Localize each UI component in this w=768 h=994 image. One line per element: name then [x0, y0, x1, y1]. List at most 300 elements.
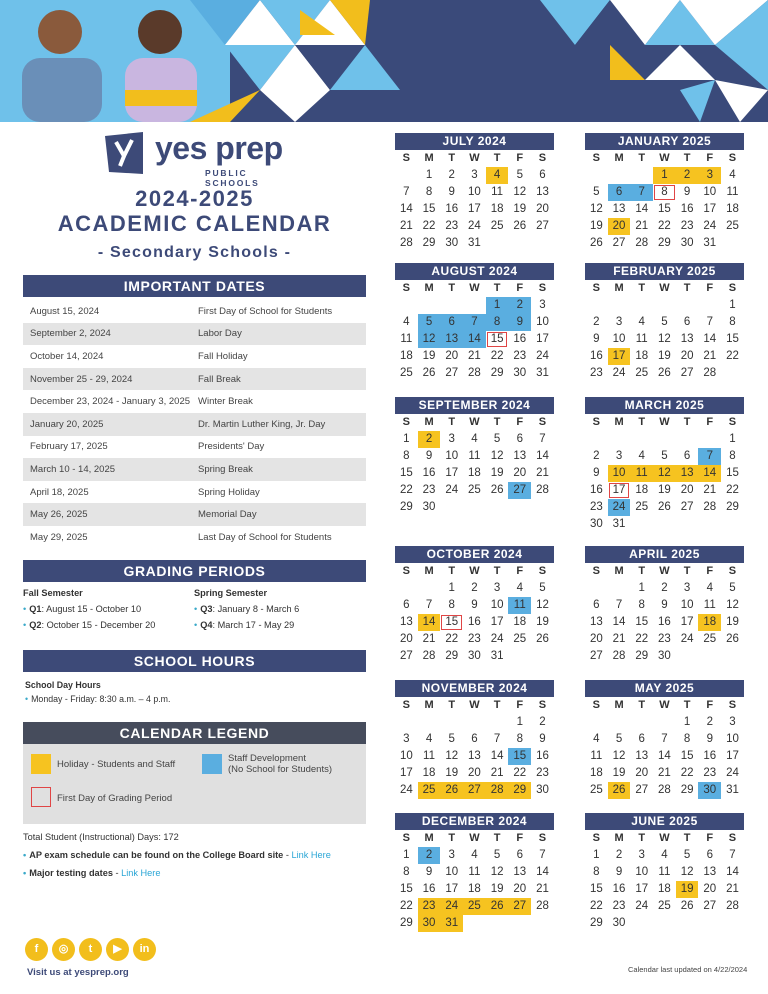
day-cell: 19	[490, 467, 504, 479]
title-main: ACADEMIC CALENDAR	[57, 211, 332, 236]
day-cell: 18	[698, 614, 721, 631]
day-cell: 24	[612, 367, 626, 379]
weekday-header: S	[592, 699, 601, 711]
day-cell: 2	[615, 849, 623, 861]
day-cell: 28	[726, 900, 739, 912]
day-cell: 3	[448, 849, 455, 861]
empty-cell	[463, 297, 486, 314]
day-cell: 4	[486, 167, 509, 184]
weekday-header: T	[638, 282, 646, 294]
day-cell: 9	[706, 733, 713, 745]
day-cell: 25	[658, 900, 671, 912]
linkedin-icon[interactable]: in	[133, 938, 156, 961]
empty-cell	[676, 431, 699, 448]
weekday-header: W	[469, 416, 480, 428]
weekday-header: S	[592, 832, 601, 844]
month-days-grid	[585, 563, 744, 665]
day-cell: 2	[593, 316, 600, 328]
day-cell: 2	[676, 167, 699, 184]
day-cell: 21	[658, 767, 671, 779]
day-cell: 2	[706, 716, 713, 728]
weekday-header: W	[659, 832, 670, 844]
day-cell: 28	[536, 484, 549, 496]
weekday-header: F	[706, 416, 714, 428]
weekday-header: T	[448, 282, 456, 294]
weekday-header: M	[424, 282, 434, 294]
day-cell: 27	[635, 784, 649, 796]
day-cell: 1	[729, 433, 736, 445]
weekday-header: F	[516, 416, 524, 428]
day-cell: 28	[422, 650, 436, 662]
day-cell: 11	[491, 186, 504, 198]
day-cell: 6	[539, 169, 546, 181]
day-cell: 30	[680, 237, 694, 249]
weekday-header: M	[424, 832, 434, 844]
logo-text: yes prep	[155, 130, 283, 166]
day-cell: 15	[589, 883, 603, 895]
day-cell: 15	[440, 614, 463, 631]
day-cell: 12	[612, 750, 626, 762]
day-cell: 1	[403, 849, 410, 861]
day-cell: 16	[680, 203, 694, 215]
weekday-header: T	[638, 565, 646, 577]
day-cell: 19	[658, 350, 671, 362]
day-cell: 24	[635, 900, 649, 912]
month-january-2025	[585, 133, 744, 252]
date-row	[23, 300, 366, 323]
day-cell: 15	[422, 203, 436, 215]
day-cell: 12	[418, 331, 441, 348]
day-cell: 27	[680, 367, 694, 379]
ap-link[interactable]: Link Here	[291, 850, 331, 860]
day-cell: 13	[612, 203, 626, 215]
month-title: FEBRUARY 2025	[585, 263, 744, 280]
day-cell: 28	[536, 900, 549, 912]
day-cell: 31	[490, 650, 504, 662]
day-cell: 20	[703, 883, 717, 895]
day-cell: 12	[658, 333, 671, 345]
day-cell: 3	[471, 169, 478, 181]
day-cell: 24	[680, 633, 694, 645]
day-cell: 18	[490, 203, 504, 215]
weekday-header: T	[683, 152, 691, 164]
q1-label: Q1	[29, 604, 42, 614]
day-cell: 8	[448, 599, 455, 611]
day-cell: 21	[635, 220, 649, 232]
fall-semester	[23, 588, 155, 636]
day-cell: 9	[539, 733, 546, 745]
day-cell: 24	[440, 898, 463, 915]
weekday-header: W	[659, 416, 670, 428]
day-cell: 17	[635, 883, 649, 895]
month-title: OCTOBER 2024	[395, 546, 554, 563]
month-july-2024	[395, 133, 554, 252]
q2-text: : October 15 - December 20	[41, 620, 156, 630]
month-days-grid	[585, 150, 744, 252]
empty-cell	[698, 431, 721, 448]
day-cell: 20	[468, 767, 481, 779]
holiday-swatch	[31, 754, 51, 774]
day-cell: 7	[729, 849, 736, 861]
month-march-2025	[585, 397, 744, 533]
month-days-grid	[585, 414, 744, 533]
day-cell: 26	[726, 633, 739, 645]
month-days-grid	[585, 830, 744, 932]
day-cell: 1	[729, 299, 736, 311]
day-cell: 28	[468, 367, 481, 379]
day-cell: 3	[493, 582, 501, 594]
day-cell: 22	[658, 220, 671, 232]
day-cell: 26	[589, 237, 603, 249]
day-cell: 7	[403, 186, 410, 198]
day-cell: 30	[468, 650, 481, 662]
weekday-header: T	[493, 152, 501, 164]
day-cell: 11	[400, 333, 413, 345]
day-cell: 5	[539, 582, 546, 594]
date-row	[23, 390, 366, 413]
day-cell: 5	[729, 582, 736, 594]
day-cell: 9	[615, 866, 623, 878]
day-cell: 19	[676, 881, 699, 898]
day-cell: 4	[425, 733, 433, 745]
day-cell: 15	[726, 467, 739, 479]
day-cell: 9	[508, 314, 531, 331]
q1-item: • Q1: August 15 - October 10	[23, 604, 142, 614]
month-title: AUGUST 2024	[395, 263, 554, 280]
day-cell: 26	[486, 898, 509, 915]
day-cell: 20	[635, 767, 649, 779]
day-cell: 20	[445, 350, 459, 362]
day-cell: 20	[399, 633, 413, 645]
weekday-header: W	[659, 282, 670, 294]
day-cell: 30	[418, 915, 441, 932]
weekday-header: M	[424, 565, 434, 577]
day-cell: 10	[445, 866, 459, 878]
day-cell: 21	[726, 883, 739, 895]
day-cell: 27	[508, 898, 531, 915]
day-cell: 21	[612, 633, 626, 645]
day-cell: 14	[536, 450, 549, 462]
month-title: NOVEMBER 2024	[395, 680, 554, 697]
day-cell: 7	[463, 314, 486, 331]
q3-item: • Q3: January 8 - March 6	[194, 604, 300, 614]
month-title: DECEMBER 2024	[395, 813, 554, 830]
day-cell: 28	[612, 650, 626, 662]
empty-cell	[440, 714, 463, 731]
day-cell: 29	[726, 501, 739, 513]
facebook-icon[interactable]: f	[25, 938, 48, 961]
day-cell: 19	[612, 767, 626, 779]
month-title: JULY 2024	[395, 133, 554, 150]
youtube-icon[interactable]: ▶	[106, 938, 129, 961]
day-cell: 29	[589, 917, 603, 929]
day-cell: 27	[508, 482, 531, 499]
weekday-header: S	[402, 416, 411, 428]
day-cell: 2	[508, 297, 531, 314]
day-cell: 30	[513, 367, 527, 379]
day-cell: 18	[468, 467, 481, 479]
q4-item: • Q4: March 17 - May 29	[194, 620, 295, 630]
day-cell: 29	[658, 237, 671, 249]
weekday-header: M	[614, 152, 624, 164]
day-cell: 31	[703, 237, 717, 249]
day-cell: 24	[608, 499, 631, 516]
month-title: MAY 2025	[585, 680, 744, 697]
day-cell: 22	[399, 484, 413, 496]
day-cell: 28	[399, 237, 413, 249]
day-cell: 4	[471, 849, 478, 861]
day-cell: 1	[486, 297, 509, 314]
day-cell: 17	[490, 616, 504, 628]
day-cell: 13	[513, 450, 527, 462]
day-cell: 26	[658, 367, 671, 379]
day-cell: 3	[683, 582, 691, 594]
day-cell: 20	[680, 350, 694, 362]
weekday-header: S	[728, 832, 737, 844]
date-cell: October 14, 2024	[30, 350, 104, 362]
day-cell: 31	[536, 367, 549, 379]
day-cell: 26	[440, 782, 463, 799]
day-cell: 21	[703, 484, 717, 496]
weekday-header: S	[538, 416, 547, 428]
day-cell: 12	[589, 203, 603, 215]
weekday-header: W	[469, 565, 480, 577]
weekday-header: F	[706, 832, 714, 844]
day-cell: 10	[445, 450, 459, 462]
testing-note: • Major testing dates - Link Here	[23, 868, 161, 878]
day-cell: 3	[638, 849, 645, 861]
important-dates-heading: IMPORTANT DATES	[23, 275, 366, 297]
day-cell: 6	[471, 733, 478, 745]
weekday-header: M	[614, 282, 624, 294]
day-cell: 16	[536, 750, 549, 762]
day-cell: 26	[608, 782, 631, 799]
day-cell: 27	[680, 501, 694, 513]
weekday-header: F	[516, 282, 524, 294]
date-row	[23, 436, 366, 459]
day-cell: 23	[445, 220, 459, 232]
day-cell: 25	[399, 367, 413, 379]
q2-item: • Q2: October 15 - December 20	[23, 620, 156, 630]
day-cell: 23	[422, 484, 436, 496]
day-cell: 30	[445, 237, 459, 249]
weekday-header: T	[448, 832, 456, 844]
day-cell: 7	[425, 599, 433, 611]
empty-cell	[585, 580, 608, 597]
day-cell: 27	[589, 650, 603, 662]
day-cell: 16	[703, 750, 717, 762]
day-cell: 19	[589, 220, 603, 232]
day-cell: 10	[635, 866, 649, 878]
day-cell: 24	[445, 484, 459, 496]
day-cell: 8	[638, 599, 645, 611]
day-cell: 26	[422, 367, 436, 379]
day-cell: 16	[445, 203, 459, 215]
month-february-2025	[585, 263, 744, 382]
school-hours-heading: SCHOOL HOURS	[23, 650, 366, 672]
day-cell: 11	[590, 750, 603, 762]
weekday-header: T	[493, 282, 501, 294]
day-cell: 15	[399, 883, 413, 895]
empty-cell	[585, 297, 608, 314]
date-cell: December 23, 2024 - January 3, 2025	[30, 396, 191, 408]
day-cell: 1	[516, 716, 523, 728]
day-cell: 28	[658, 784, 671, 796]
day-cell: 7	[706, 316, 713, 328]
day-cell: 17	[726, 750, 739, 762]
staff-swatch	[202, 754, 222, 774]
day-cell: 18	[635, 350, 649, 362]
day-cell: 15	[726, 333, 739, 345]
day-cell: 14	[726, 866, 739, 878]
day-cell: 2	[418, 847, 441, 864]
event-cell: Memorial Day	[198, 509, 257, 521]
day-cell: 8	[403, 866, 410, 878]
day-cell: 26	[658, 501, 671, 513]
weekday-header: S	[728, 699, 737, 711]
empty-cell	[608, 714, 631, 731]
empty-cell	[418, 714, 441, 731]
weekday-header: T	[683, 699, 691, 711]
testing-link[interactable]: Link Here	[121, 868, 161, 878]
day-cell: 13	[703, 866, 717, 878]
day-cell: 15	[658, 203, 671, 215]
day-cell: 1	[448, 582, 455, 594]
weekday-header: S	[402, 699, 411, 711]
weekday-header: T	[638, 699, 646, 711]
day-cell: 12	[536, 599, 549, 611]
day-cell: 13	[635, 750, 649, 762]
school-hours-text: Monday - Friday: 8:30 a.m. – 4 p.m.	[31, 694, 171, 704]
weekday-header: S	[538, 699, 547, 711]
day-cell: 6	[440, 314, 463, 331]
day-cell: 27	[463, 782, 486, 799]
weekday-header: F	[706, 565, 714, 577]
day-cell: 13	[440, 331, 463, 348]
day-cell: 30	[536, 784, 549, 796]
day-cell: 5	[593, 186, 600, 198]
yes-prep-logo	[103, 130, 303, 188]
day-cell: 23	[703, 767, 717, 779]
day-cell: 25	[635, 367, 649, 379]
empty-cell	[630, 431, 653, 448]
ap-note-text: AP exam schedule can be found on the College Board site	[29, 850, 284, 860]
day-cell: 8	[593, 866, 600, 878]
date-row	[23, 458, 366, 481]
day-cell: 14	[698, 465, 721, 482]
weekday-header: F	[706, 699, 714, 711]
day-cell: 31	[440, 915, 463, 932]
staff-legend-line1: Staff Development	[228, 753, 306, 764]
day-cell: 2	[661, 582, 668, 594]
weekday-header: W	[659, 152, 670, 164]
day-cell: 4	[638, 316, 645, 328]
month-days-grid	[395, 697, 554, 799]
weekday-header: F	[516, 699, 524, 711]
day-cell: 23	[536, 767, 549, 779]
weekday-header: F	[516, 152, 524, 164]
weekday-header: T	[683, 416, 691, 428]
day-cell: 17	[445, 467, 459, 479]
day-cell: 11	[658, 866, 671, 878]
weekday-header: S	[402, 565, 411, 577]
day-cell: 16	[422, 467, 436, 479]
weekday-header: S	[538, 832, 547, 844]
day-cell: 25	[418, 782, 441, 799]
weekday-header: T	[638, 416, 646, 428]
weekday-header: M	[614, 699, 624, 711]
empty-cell	[585, 714, 608, 731]
month-title: MARCH 2025	[585, 397, 744, 414]
day-cell: 27	[445, 367, 459, 379]
day-cell: 30	[422, 501, 436, 513]
event-cell: First Day of School for Students	[198, 305, 333, 317]
day-cell: 6	[608, 184, 631, 201]
q4-label: Q4	[200, 620, 213, 630]
weekday-header: F	[706, 152, 714, 164]
day-cell: 1	[593, 849, 600, 861]
event-cell: Winter Break	[198, 396, 253, 408]
weekday-header: W	[659, 699, 670, 711]
empty-cell	[653, 297, 676, 314]
day-cell: 18	[726, 203, 739, 215]
day-cell: 19	[445, 767, 459, 779]
day-cell: 12	[513, 186, 527, 198]
date-cell: August 15, 2024	[30, 305, 100, 317]
day-cell: 29	[508, 782, 531, 799]
month-days-grid	[395, 830, 554, 932]
day-cell: 7	[493, 733, 501, 745]
day-cell: 10	[490, 599, 504, 611]
day-cell: 13	[680, 333, 694, 345]
day-cell: 25	[468, 484, 481, 496]
instagram-icon[interactable]: ◎	[52, 938, 75, 961]
day-cell: 15	[399, 467, 413, 479]
day-cell: 30	[658, 650, 671, 662]
day-cell: 29	[445, 650, 459, 662]
day-cell: 10	[536, 316, 549, 328]
weekday-header: F	[706, 282, 714, 294]
date-row	[23, 413, 366, 436]
month-days-grid	[395, 563, 554, 665]
total-days: Total Student (Instructional) Days: 172	[23, 832, 179, 842]
day-cell: 12	[490, 450, 504, 462]
day-cell: 12	[445, 750, 459, 762]
date-cell: January 20, 2025	[30, 418, 104, 430]
day-cell: 19	[726, 616, 739, 628]
first-day-legend-label: First Day of Grading Period	[57, 793, 173, 804]
day-cell: 11	[468, 866, 481, 878]
day-cell: 20	[608, 218, 631, 235]
day-cell: 23	[680, 220, 694, 232]
weekday-header: W	[659, 565, 670, 577]
day-cell: 10	[468, 186, 481, 198]
empty-cell	[395, 580, 418, 597]
day-cell: 10	[726, 733, 739, 745]
day-cell: 18	[468, 883, 481, 895]
day-cell: 17	[608, 482, 631, 499]
empty-cell	[395, 714, 418, 731]
day-cell: 21	[399, 220, 413, 232]
day-cell: 25	[726, 220, 739, 232]
day-cell: 8	[486, 314, 509, 331]
month-august-2024	[395, 263, 554, 382]
twitter-icon[interactable]: t	[79, 938, 102, 961]
weekday-header: M	[614, 416, 624, 428]
weekday-header: S	[538, 565, 547, 577]
weekday-header: M	[614, 565, 624, 577]
day-cell: 6	[683, 316, 691, 328]
